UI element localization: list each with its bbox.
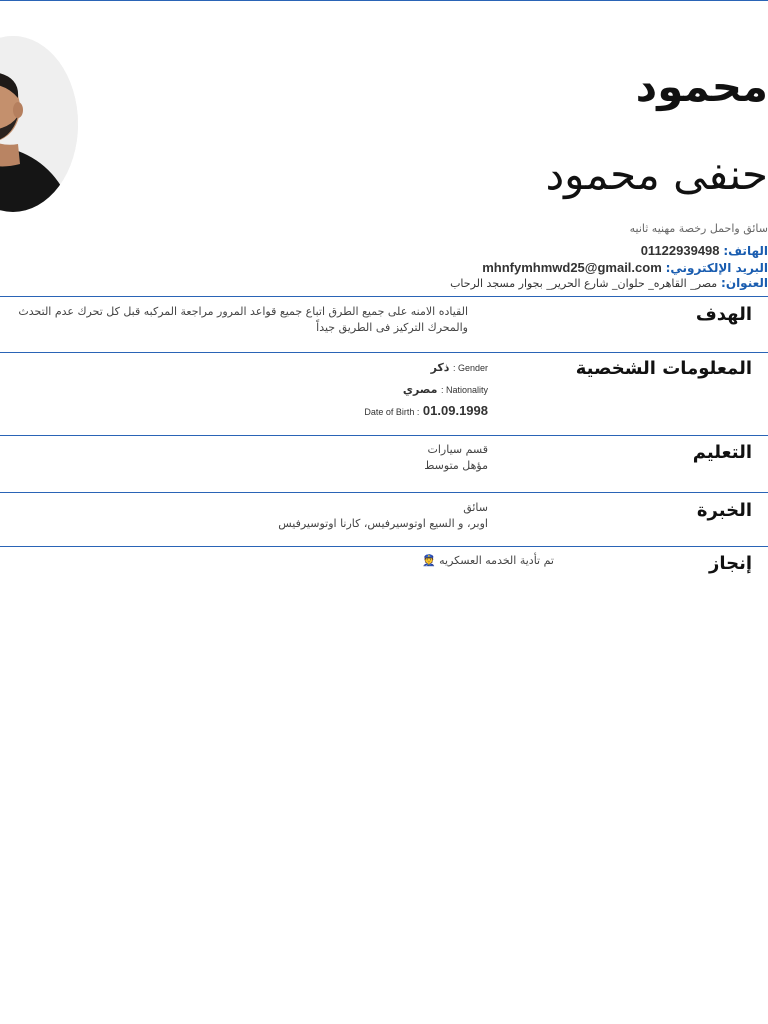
dob-value: 01.09.1998 bbox=[422, 403, 488, 418]
objective-line-2: والمحرك التركيز فى الطريق جيداً bbox=[316, 321, 468, 334]
section-title-experience: الخبرة bbox=[696, 500, 752, 521]
section-title-objective: الهدف bbox=[695, 304, 752, 325]
experience-line-1: سائق bbox=[463, 501, 488, 514]
education-line-1: قسم سيارات bbox=[427, 443, 488, 456]
gender-value: ذكر bbox=[430, 361, 450, 374]
dob-field bbox=[364, 403, 488, 418]
gender-label: Gender : bbox=[452, 363, 488, 373]
nationality-field bbox=[403, 383, 488, 396]
section-divider bbox=[0, 296, 768, 297]
achievement-line-1: تم تأدية الخدمه العسكريه 👮 bbox=[421, 554, 554, 567]
gender-field bbox=[431, 361, 488, 374]
section-title-personal: المعلومات الشخصية bbox=[575, 358, 752, 379]
email-line bbox=[482, 260, 768, 275]
nationality-label: Nationality : bbox=[440, 385, 488, 395]
section-divider bbox=[0, 352, 768, 353]
email-value[interactable]: mhnfymhmwd25@gmail.com bbox=[482, 260, 662, 275]
section-title-education: التعليم bbox=[692, 442, 752, 463]
phone-line bbox=[641, 243, 768, 258]
objective-line-1: القياده الامنه على جميع الطرق اتباع جميع قواعد المرور مراجعة المركبه قبل كل تحرك عدم التحدث bbox=[18, 305, 468, 318]
address-value: مصر_ القاهره_ حلوان_ شارع الحرير_ بجوار مسجد الرحاب bbox=[450, 277, 718, 290]
profile-photo-image bbox=[0, 36, 78, 212]
name-first-line: محمود bbox=[635, 62, 768, 111]
job-title: سائق واحمل رخصة مهنيه ثانيه bbox=[629, 222, 768, 235]
phone-value: 01122939498 bbox=[640, 243, 720, 258]
section-divider bbox=[0, 492, 768, 493]
section-title-achievement: إنجاز bbox=[708, 553, 752, 574]
name-second-line: حنفى محمود bbox=[545, 150, 768, 199]
address-label: العنوان: bbox=[721, 276, 768, 290]
education-line-2: مؤهل متوسط bbox=[424, 459, 488, 472]
top-divider bbox=[0, 0, 768, 1]
address-line bbox=[450, 276, 768, 290]
email-label: البريد الإلكتروني: bbox=[665, 261, 768, 275]
phone-label: الهاتف: bbox=[723, 244, 768, 258]
experience-line-2: اوبر، و السيع اوتوسيرفيس، كارنا اوتوسيرفيس bbox=[278, 517, 488, 530]
nationality-value: مصري bbox=[402, 383, 438, 396]
section-divider bbox=[0, 546, 768, 547]
section-divider bbox=[0, 435, 768, 436]
dob-label: Date of Birth : bbox=[364, 407, 420, 417]
profile-photo bbox=[0, 36, 78, 212]
